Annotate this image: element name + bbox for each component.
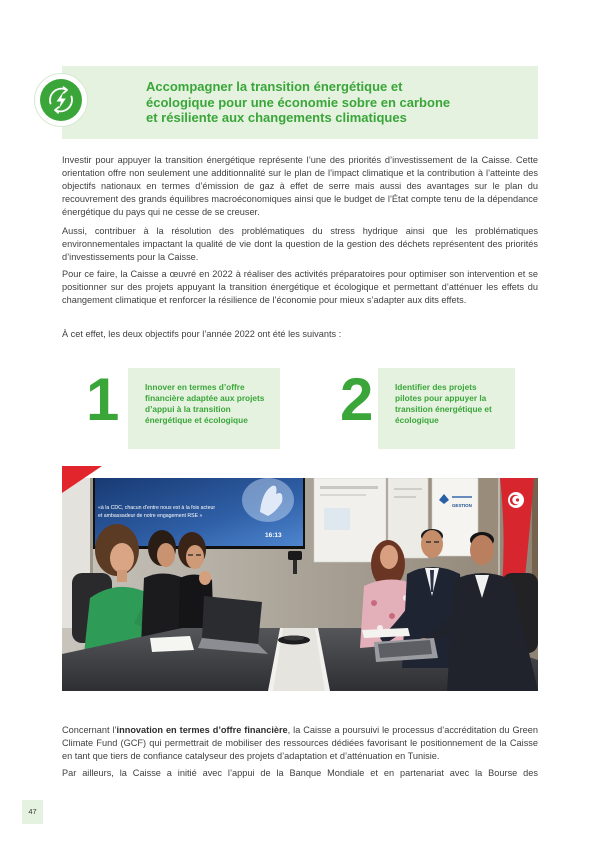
conference-phone xyxy=(278,636,310,645)
objective-text-line: Identifier des projets xyxy=(395,382,477,392)
objective-text-line: énergétique et écologique xyxy=(145,415,248,425)
paragraph-water-waste: Aussi, contribuer à la résolution des problématiques du stress hydrique ainsi que les problématiques environnementales impactant la qualité de vie dont la question de la gestion des déchets représentent des priorités d’investissements pour la Caisse. xyxy=(62,226,538,262)
paragraph-gcf-emphasis: innovation en termes d’offre financière xyxy=(116,725,288,735)
paragraph-gcf-lead: Concernant l’ xyxy=(62,725,117,735)
energy-transition-icon xyxy=(33,72,89,128)
objective-text-line: financière adaptée aux projets xyxy=(145,393,265,403)
screen-quote-line: «à la CDC, chacun d’entre nous est à la fois acteur xyxy=(98,505,216,511)
paragraph-gcf-rest: , la Caisse a poursuivi le processus d’accréditation du Green Climate Fund (GCF) qui permettrait de mobiliser des ressources dédiées favorisant le positionnement de la Caisse en tant que tiers de confiance catalyseur des projets d’adaptation et d’atténuation en Tunisie. xyxy=(62,725,538,761)
objective-text-line: Innover en termes d’offre xyxy=(145,382,245,392)
meeting-photo xyxy=(62,478,538,691)
objective-text-line: pilotes pour appuyer la xyxy=(395,393,487,403)
paragraph-preparatory-activities: Pour ce faire, la Caisse a œuvré en 2022 à réaliser des activités préparatoires pour optimiser son intervention et se positionner sur des projets appuyant la transition énergétique et écologique et permettant d’atténuer les effets du changement climatique et renforcer la résilience de l’économie pour mieux s’adapter aux dits effets. xyxy=(62,269,538,305)
section-title-line: et résiliente aux changements climatiques xyxy=(146,110,407,125)
objective-text-line: écologique xyxy=(395,415,439,425)
screen-clock: 16:13 xyxy=(265,532,282,539)
objective-text-line: transition énergétique et xyxy=(395,404,492,414)
laptop-right xyxy=(374,638,438,662)
objective-text xyxy=(145,382,264,426)
objective-box xyxy=(378,368,515,449)
page-number: 47 xyxy=(22,800,43,824)
objective-number: 2 xyxy=(340,366,374,433)
poster-logo-text: GESTION xyxy=(452,503,472,508)
objective-box xyxy=(128,368,280,449)
objective-text-line: d’appui à la transition xyxy=(145,404,231,414)
objective-number: 1 xyxy=(86,366,120,433)
paragraph-gcf-accreditation xyxy=(62,724,538,763)
red-corner-accent xyxy=(62,466,102,493)
laptop-left xyxy=(198,596,268,654)
paragraph-world-bank: Par ailleurs, la Caisse a initié avec l’appui de la Banque Mondiale et en partenariat avec la Bourse des xyxy=(62,768,538,778)
paragraph-objectives-intro: À cet effet, les deux objectifs pour l’année 2022 ont été les suivants : xyxy=(62,329,342,339)
section-title-line: Accompagner la transition énergétique et xyxy=(146,79,403,94)
section-title-line: écologique pour une économie sobre en carbone xyxy=(146,94,451,110)
paragraph-energy-investment: Investir pour appuyer la transition énergétique représente l’une des priorités d’investissement de la Caisse. Cette orientation offre non seulement une additionnalité sur le plan de l’impact climatique et la contribution à l’atteinte des objectifs nationaux en termes d’émission de gaz à effet de serre mais aussi des avantages sur le plan du recouvrement des grands équilibres macroéconomiques ainsi que le budget de l’État compte tenu de la dépendance énergétique du pays qui ne cesse de se creuser. xyxy=(62,155,538,217)
section-title xyxy=(146,79,450,126)
objective-text xyxy=(395,382,492,426)
screen-quote-line: et ambassadeur de notre engagement RSE » xyxy=(98,513,203,519)
